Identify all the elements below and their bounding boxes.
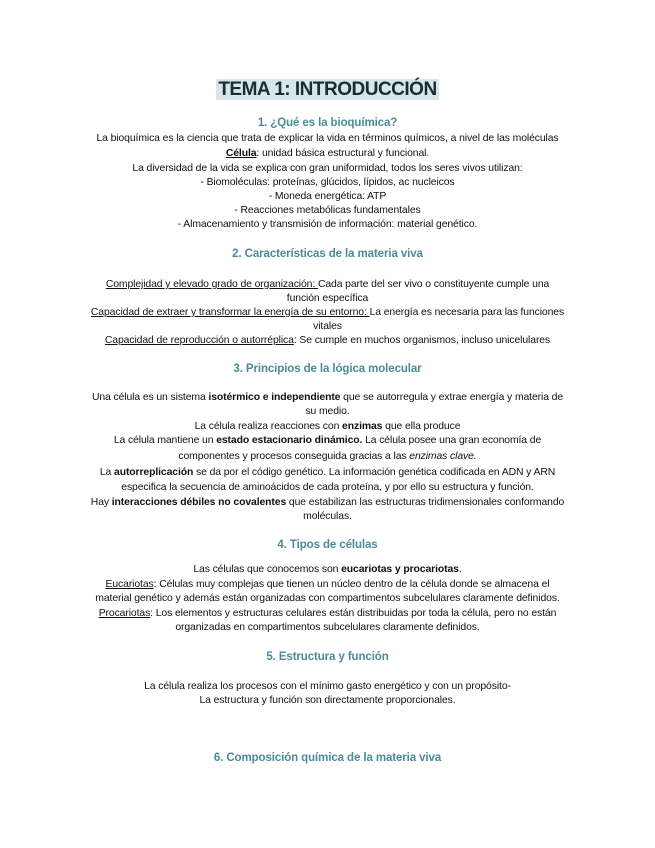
emphasis-text: eucariotas y procariotas [341,564,459,575]
text-line [70,563,585,577]
text-segment: se da por el código genético. La información genética codificada en ADN y ARN [193,467,556,478]
text-line [70,132,585,146]
section-heading: 4. Tipos de células [277,539,378,551]
text-line [70,405,585,419]
text-line [70,434,585,448]
text-line [70,450,585,464]
text-segment: La célula posee una gran economía de [362,435,542,446]
emphasis-text: Complejidad y elevado grado de organización: [105,279,318,290]
text-segment: componentes y procesos conseguida gracias a las [178,451,410,462]
text-segment: - Moneda energética: ATP [268,191,387,202]
text-segment: - Almacenamiento y transmisión de información: material genético. [177,219,478,230]
text-segment: especifica la secuencia de aminoácidos de cada proteína, y por ello su estructura y función. [121,482,534,493]
text-segment: Una célula es un sistema [91,392,209,403]
text-segment: Cada parte del ser vivo o constituyente cumple una [317,279,550,290]
text-segment: : Se cumple en muchos organismos, incluso unicelulares [293,335,551,346]
section-heading: 2. Características de la materia viva [232,248,423,260]
text-segment: función específica [286,293,369,304]
text-line [70,292,585,306]
text-segment: . [458,564,462,575]
emphasis-text: enzimas [342,421,383,432]
emphasis-text: Capacidad de extraer y transformar la energía de su entorno: [90,307,370,318]
text-segment: organizadas en compartimentos subcelulares claramente definidos. [175,622,480,633]
text-segment: La energía es necesaria para las funciones [369,307,565,318]
text-segment: La diversidad de la vida se explica con gran uniformidad, todos los seres vivos utilizan: [132,163,523,174]
emphasis-text: Procariotas [98,608,151,619]
text-segment: : unidad básica estructural y funcional. [256,148,430,159]
emphasis-text: Capacidad de reproducción o autorréplica [104,335,294,346]
text-segment: : Células muy complejas que tienen un núcleo dentro de la célula donde se almacena el [153,579,550,590]
text-line [70,320,585,334]
text-segment: La célula realiza reacciones con [194,421,343,432]
text-line [70,162,585,176]
text-segment: La bioquímica es la ciencia que trata de explicar la vida en términos químicos, a nivel de las moléculas [96,133,559,144]
text-segment: Las células que conocemos son [193,564,342,575]
text-line [70,306,585,320]
emphasis-text: enzimas clave. [409,451,477,462]
emphasis-text: autorreplicación [114,467,194,478]
text-line [70,176,585,190]
text-line [70,607,585,621]
emphasis-text: Célula [225,148,257,159]
text-segment: - Biomoléculas: proteínas, glúcidos, lípidos, ac nucleicos [200,177,455,188]
text-segment: que ella produce [382,421,461,432]
text-line [70,481,585,495]
text-segment: vitales [313,321,342,332]
text-segment: que se autorregula y extrae energía y materia de [340,392,564,403]
text-line [70,218,585,232]
text-segment: : Los elementos y estructuras celulares están distribuidas por toda la célula, pero no están [150,608,557,619]
text-line [70,391,585,405]
text-line [70,334,585,348]
section-heading: 1. ¿Qué es la bioquímica? [257,117,398,129]
page-title-text: TEMA 1: INTRODUCCIÓN [218,79,437,100]
text-segment: su medio. [305,406,350,417]
emphasis-text: isotérmico e independiente [208,392,341,403]
text-segment: La célula mantiene un [113,435,217,446]
section-heading: 3. Principios de la lógica molecular [233,363,422,375]
text-line [70,592,585,606]
text-segment: moléculas. [303,511,352,522]
text-line [70,694,585,708]
text-line [70,420,585,434]
text-line [70,510,585,524]
emphasis-text: estado estacionario dinámico. [216,435,363,446]
text-line [70,147,585,161]
text-line [70,578,585,592]
text-segment: - Reacciones metabólicas fundamentales [234,205,421,216]
text-segment: material genético y además están organizadas con compartimentos subcelulares claramente definidos. [95,593,560,604]
page-title [70,78,585,102]
text-segment: Hay [90,497,112,508]
text-line [70,680,585,694]
text-segment: La estructura y función son directamente proporcionales. [199,695,456,706]
text-line [70,278,585,292]
section-heading: 6. Composición química de la materia viva [213,752,442,764]
text-segment: que estabilizan las estructuras tridimensionales conformando [286,497,565,508]
text-line [70,496,585,510]
text-line [70,621,585,635]
text-segment: La [99,467,115,478]
emphasis-text: interacciones débiles no covalentes [111,497,287,508]
text-line [70,190,585,204]
text-line [70,204,585,218]
text-segment: La célula realiza los procesos con el mínimo gasto energético y con un propósito- [144,681,511,692]
emphasis-text: Eucariotas [105,579,154,590]
text-line [70,466,585,480]
section-heading: 5. Estructura y función [266,651,389,663]
